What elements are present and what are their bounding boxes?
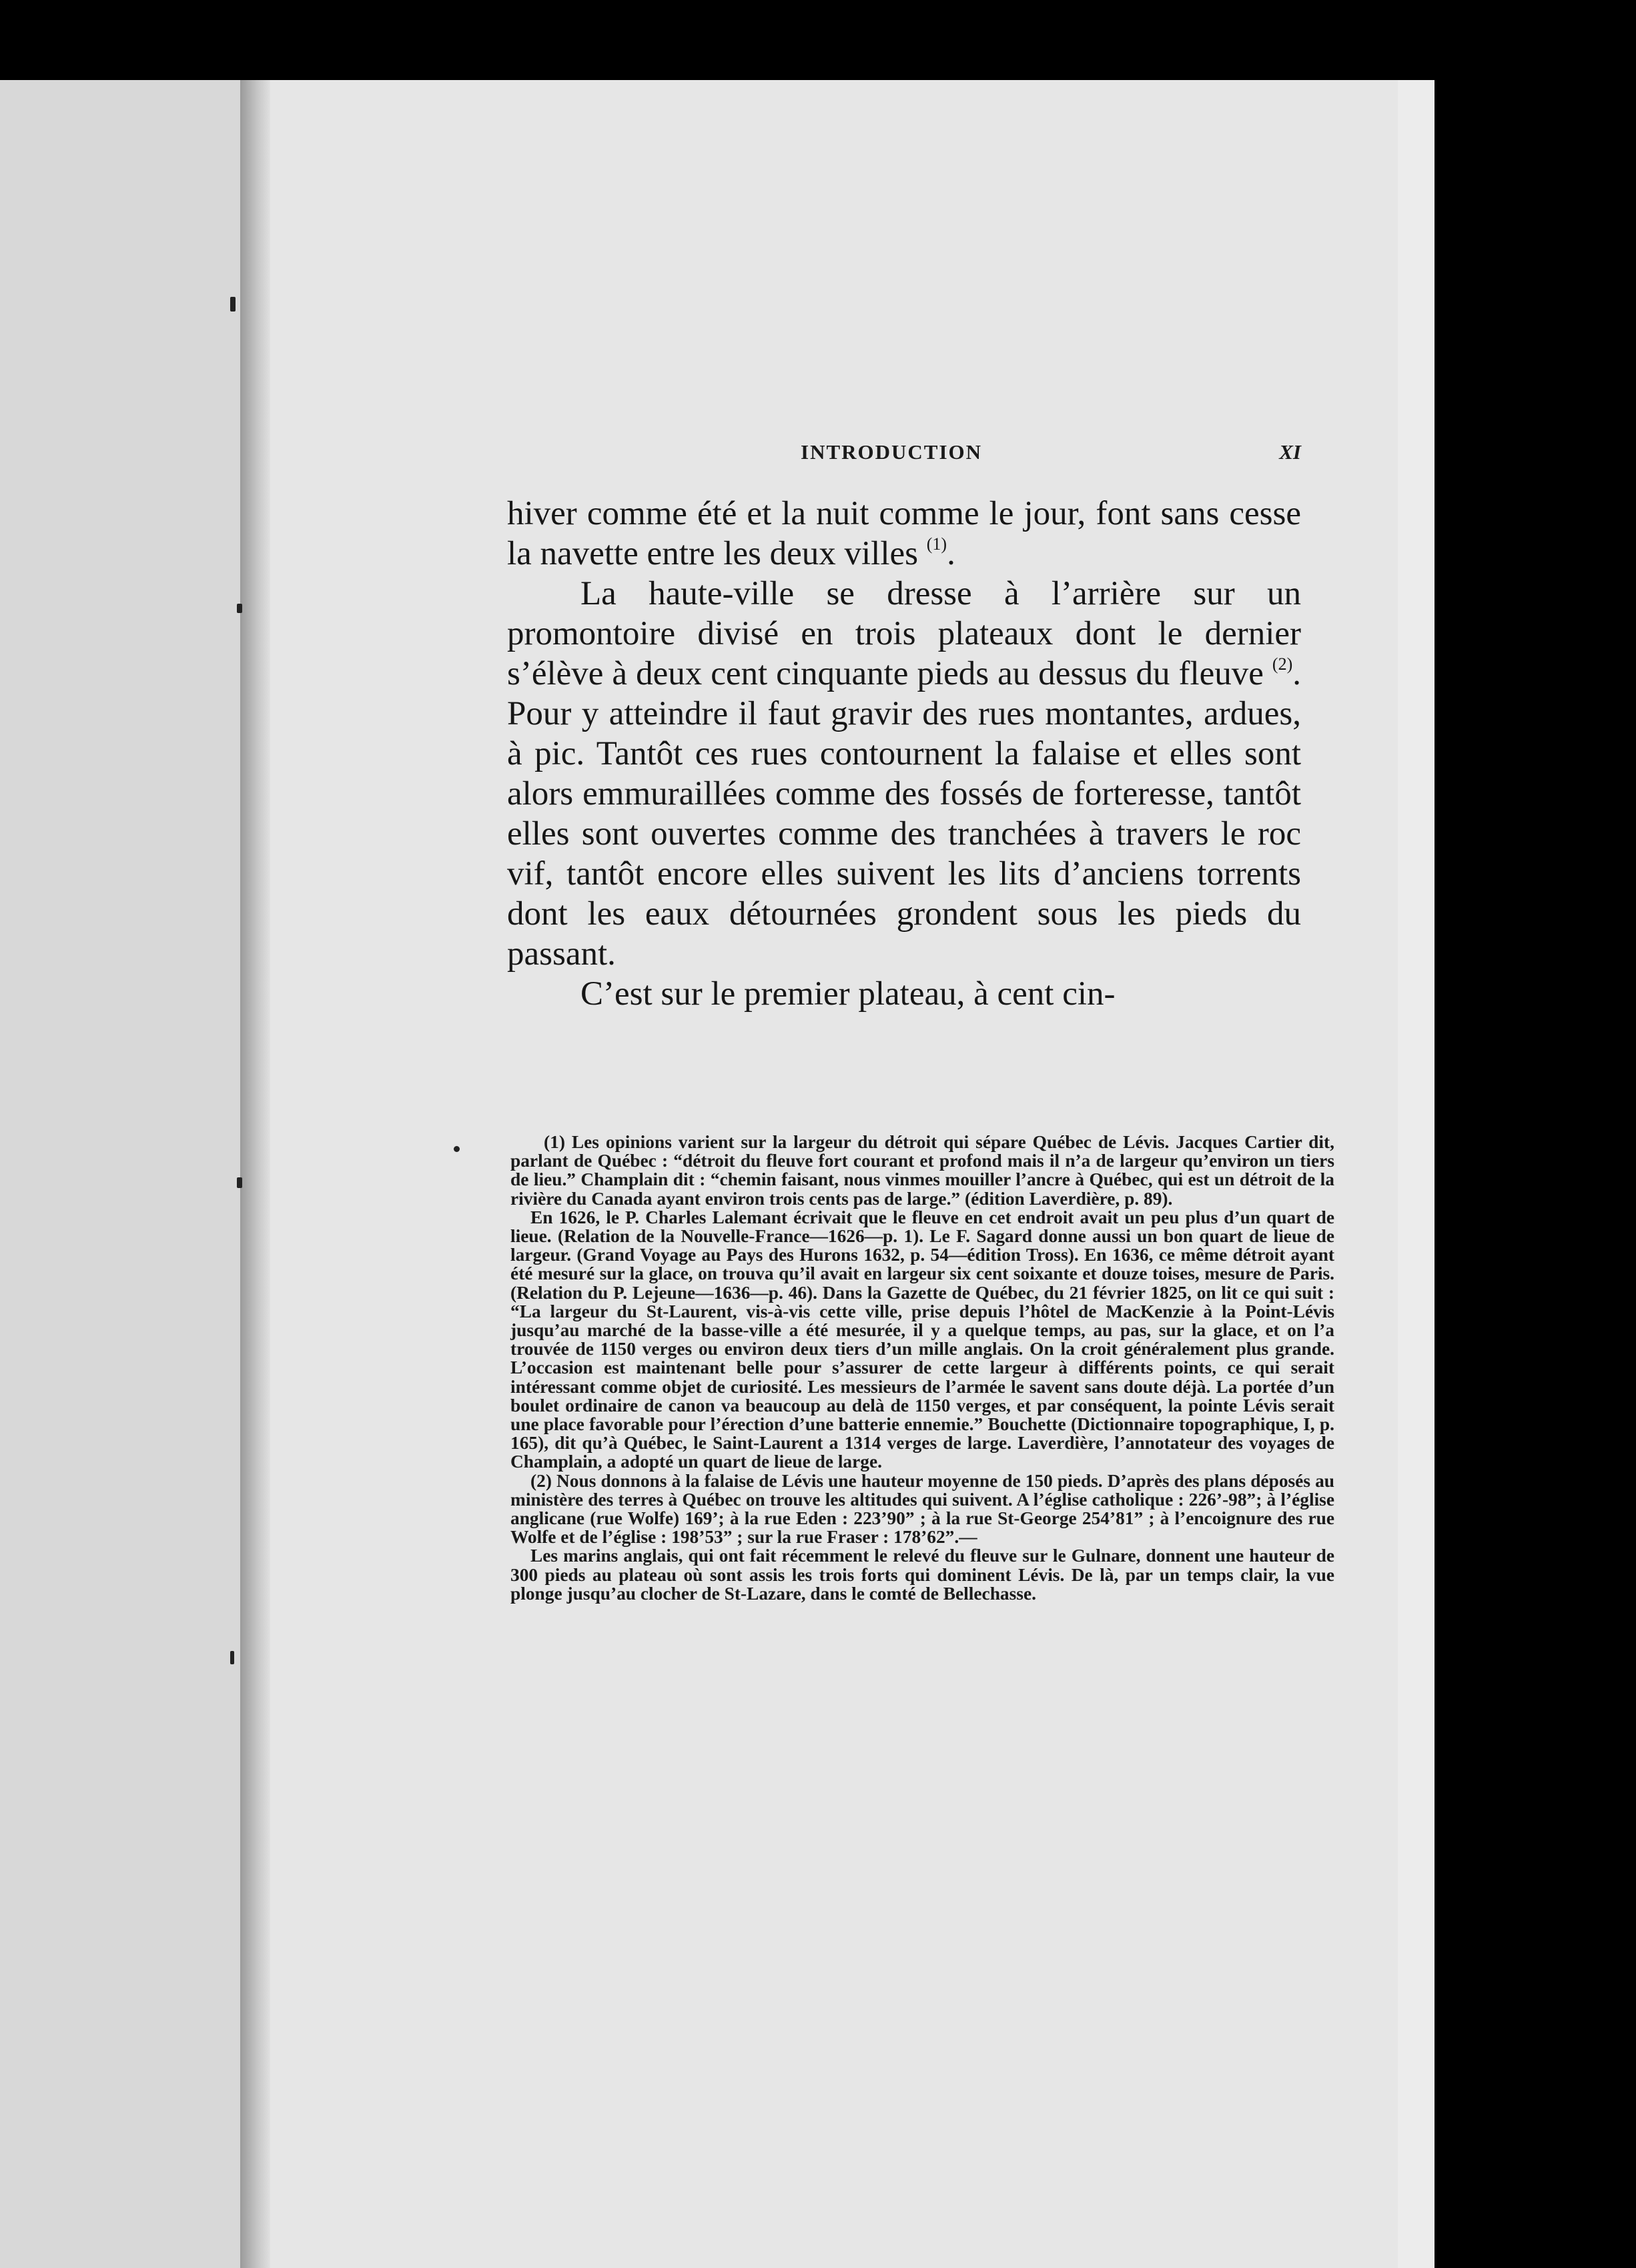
scan-border-right <box>1435 0 1636 2268</box>
book-gutter <box>240 80 270 2268</box>
paragraph <box>507 974 1301 1014</box>
paragraph-text: . <box>947 535 955 572</box>
footnote-reference: (1) <box>926 534 947 554</box>
paragraph-text: La haute-ville se dresse à l’arrière sur un promontoire divisé en trois plateaux dont le dernier s’élève à deux cent cinquante pieds au dessus du fleuve <box>507 575 1301 692</box>
running-head <box>510 440 1301 467</box>
footnote: (1) Les opinions varient sur la largeur du détroit qui sépare Québec de Lévis. Jacques Cartier dit, parlant de Québec : “détroit du fleuve fort courant et profond mais il n’a de largeur qu’environ un tiers de lieu.” Champlain dit : “chemin faisant, nous vinmes mouiller l’ancre à Québec, qui est un détroit de la rivière du Canada ayant environ trois cents pas de large.” (édition Laverdière, p. 89). <box>510 1132 1334 1209</box>
scan-border-top <box>0 0 1636 80</box>
running-title: INTRODUCTION <box>801 440 983 464</box>
paragraph <box>507 574 1301 974</box>
footnote-reference: (2) <box>1272 654 1293 674</box>
paragraph-text: C’est sur le premier plateau, à cent cin- <box>580 975 1116 1013</box>
scan-speck <box>237 1177 242 1188</box>
footnote: Les marins anglais, qui ont fait récemment le relevé du fleuve sur le Gulnare, donnent une hauteur de 300 pieds au plateau où sont assis les trois forts qui dominent Lévis. De là, par un temps clair, la vue plonge jusqu’au clocher de St-Lazare, dans le comté de Bellechasse. <box>510 1546 1334 1604</box>
scan-speck <box>230 297 236 312</box>
scan-speck <box>237 604 242 613</box>
main-text <box>507 494 1301 1014</box>
paragraph-text: . Pour y atteindre il faut gravir des rues montantes, ardues, à pic. Tantôt ces rues contournent la falaise et elles sont alors emmuraillées comme des fossés de forteresse, tantôt elles sont ouvertes comme des tranchées à travers le roc vif, tantôt encore elles suivent les lits d’anciens torrents dont les eaux détournées grondent sous les pieds du passant. <box>507 655 1301 973</box>
footnotes <box>510 1133 1334 1603</box>
paragraph-text: hiver comme été et la nuit comme le jour, font sans cesse la navette entre les deux villes <box>507 495 1301 572</box>
paragraph <box>507 494 1301 574</box>
page-right-margin <box>1398 80 1435 2268</box>
scan-speck <box>230 1651 234 1664</box>
page-number: XI <box>1279 440 1301 464</box>
facing-page-edge <box>0 80 240 2268</box>
scan-speck <box>454 1146 460 1152</box>
footnote: En 1626, le P. Charles Lalemant écrivait que le fleuve en cet endroit avait un peu plus d’un quart de lieue. (Relation de la Nouvelle-France—1626—p. 1). Le F. Sagard donne aussi un bon quart de lieue de largeur. (Grand Voyage au Pays des Hurons 1632, p. 54—édition Tross). En 1636, ce même détroit ayant été mesuré sur la glace, on trouva qu’il avait en largeur six cent soixante et douze toises, mesure de Paris. (Relation du P. Lejeune—1636—p. 46). Dans la Gazette de Québec, du 21 février 1825, on lit ce qui suit : “La largeur du St-Laurent, vis-à-vis cette ville, prise depuis l’hôtel de MacKenzie à la Point-Lévis jusqu’au marché de la basse-ville a été mesurée, il y a quelque temps, au pas, sur la glace, et on l’a trouvée de 1150 verges ou environ deux tiers d’un mille anglais. On la croit généralement plus grande. L’occasion est maintenant belle pour s’assurer de cette largeur à différents points, ce qui serait intéressant comme objet de curiosité. Les messieurs de l’armée le savent sans doute déjà. La portée d’un boulet ordinaire de canon va beaucoup au delà de 1150 verges, et par conséquent, la pointe Lévis serait une place favorable pour l’érection d’une batterie ennemie.” Bouchette (Dictionnaire topographique, I, p. 165), dit qu’à Québec, le Saint-Laurent a 1314 verges de large. Laverdière, l’annotateur des voyages de Champlain, a adopté un quart de lieue de large. <box>510 1207 1334 1472</box>
footnote: (2) Nous donnons à la falaise de Lévis une hauteur moyenne de 150 pieds. D’après des plans déposés au ministère des terres à Québec on trouve les altitudes qui suivent. A l’église catholique : 226’-98”; à l’église anglicane (rue Wolfe) 169’; à la rue Eden : 223’90” ; à la rue St-George 254’81” ; à l’encoignure des rue Wolfe et de l’église : 198’53” ; sur la rue Fraser : 178’62”.— <box>510 1470 1334 1548</box>
